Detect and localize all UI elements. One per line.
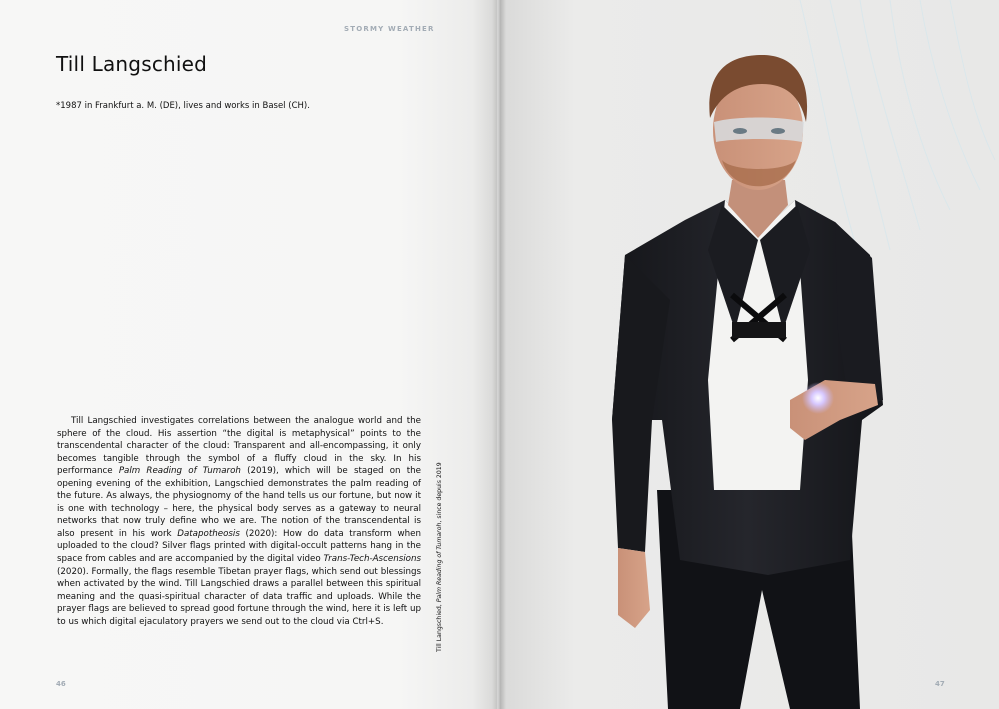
work-title: Palm Reading of Tumaroh [118,466,241,477]
body-text-part: (2020). Formally, the flags resemble Tibetan prayer flags, which send out blessings when activated by the wind. Till Langschied draws a parallel between this spiritual meaning and the quasi-spiritual character of data traffic and uploads. While the prayer flags are believed to spread good fortune through the wind, here it is left up to us which digital ejaculatory prayers we send out to the cloud via Ctrl+S. [57,566,421,627]
caption-artist: Till Langschied, [436,602,443,652]
body-text-part: (2019), which will be staged on the opening evening of the exhibition, Langschied demonstrates the palm reading of the future. As always, the physiognomy of the hand tells us our fortune, but now it is one with technology – here, the physical body serves as a gateway to neural networks that now truly define who we are. The notion of the transcendental is also present in his work [57,466,421,539]
page-number-left: 46 [56,680,66,688]
body-text-part: (2020): How do data transform when uploaded to the cloud? Silver flags printed with digital-occult patterns hang in the space from cables and are accompanied by the digital video [57,528,421,565]
caption-date: , since depuis 2019 [436,462,443,523]
book-gutter [492,0,506,709]
page-number-right: 47 [935,680,945,688]
body-paragraph [57,415,421,628]
page-title: Till Langschied [56,52,208,76]
right-page [500,0,999,709]
caption-work: Palm Reading of Tumaroh [436,522,443,603]
body-text [57,415,421,628]
running-head: STORMY WEATHER [344,25,435,33]
left-page [0,0,497,709]
work-title: Trans-Tech-Ascensions [323,554,421,565]
artist-bio: *1987 in Frankfurt a. M. (DE), lives and works in Basel (CH). [56,101,310,111]
photo-caption [436,432,448,652]
artist-portrait-photo [500,0,999,709]
body-text-part: Till Langschied investigates correlations between the analogue world and the sphere of the cloud. His assertion “the digital is metaphysical” points to the transcendental character of the cloud: Transparent and all-encompassing, it only becomes tangible through the symbol of a fluffy cloud in the sky. In his performance [57,416,421,477]
work-title: Datapotheosis [177,528,240,539]
